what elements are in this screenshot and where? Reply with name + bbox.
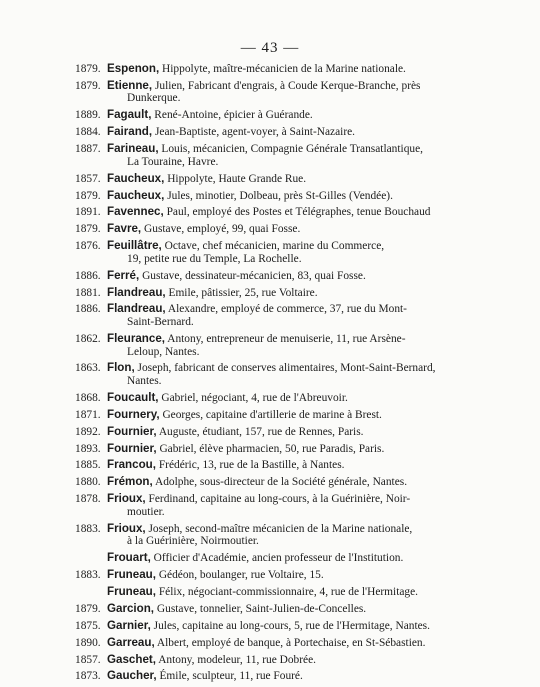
entry-continuation: à la Guérinière, Noirmoutier. bbox=[127, 535, 259, 548]
entry-year: 1884. bbox=[75, 126, 101, 139]
entry-text: Hippolyte, maître-mécanicien de la Marine nationale. bbox=[159, 63, 406, 75]
entry-year: 1879. bbox=[75, 189, 101, 202]
entry-year: 1857. bbox=[75, 172, 101, 185]
entry-first-line bbox=[107, 109, 313, 121]
list-item bbox=[75, 586, 470, 599]
entry-body bbox=[107, 459, 470, 472]
entry-continuation: La Touraine, Havre. bbox=[127, 155, 219, 168]
entry-body bbox=[107, 409, 470, 422]
entry-name: Gaucher, bbox=[107, 669, 157, 683]
entry-body bbox=[107, 493, 470, 518]
entry-name: Faucheux, bbox=[107, 188, 165, 202]
entry-year: 1887. bbox=[75, 143, 101, 156]
entry-name: Fournier, bbox=[107, 424, 157, 438]
entry-text: Auguste, étudiant, 157, rue de Rennes, Paris. bbox=[156, 425, 364, 438]
entry-first-line bbox=[107, 126, 355, 138]
entry-first-line bbox=[107, 426, 364, 438]
entry-continuation: Nantes. bbox=[127, 375, 162, 388]
entry-year: 1876. bbox=[75, 240, 101, 253]
entry-body bbox=[107, 190, 470, 203]
entry-year: 1893. bbox=[75, 442, 101, 455]
entry-text: Alexandre, employé de commerce, 37, rue du Mont- bbox=[165, 303, 407, 316]
entry-body bbox=[107, 109, 470, 122]
entry-body bbox=[107, 620, 470, 633]
entry-year: 1863. bbox=[75, 362, 101, 375]
entry-body bbox=[107, 443, 470, 456]
entry-year: 1871. bbox=[75, 408, 101, 421]
entry-text: Gédéon, boulanger, rue Voltaire, 15. bbox=[155, 569, 324, 582]
list-item bbox=[75, 143, 470, 168]
entry-first-line bbox=[107, 603, 366, 615]
entry-name: Flandreau, bbox=[107, 302, 166, 316]
entry-name: Frouart, bbox=[107, 551, 151, 565]
list-item bbox=[75, 523, 470, 548]
entry-body bbox=[107, 654, 470, 667]
list-item bbox=[75, 80, 470, 105]
entry-name: Faucheux, bbox=[107, 171, 165, 185]
list-item bbox=[75, 476, 470, 489]
entry-year: 1890. bbox=[75, 636, 101, 649]
entry-list bbox=[75, 63, 470, 687]
entry-name: Garcion, bbox=[107, 601, 155, 615]
entry-body bbox=[107, 523, 470, 548]
entry-body bbox=[107, 173, 470, 186]
entry-body bbox=[107, 603, 470, 616]
entry-text: Louis, mécanicien, Compagnie Générale Transatlantique, bbox=[158, 143, 423, 156]
list-item bbox=[75, 637, 470, 650]
list-item bbox=[75, 552, 470, 565]
entry-first-line bbox=[107, 459, 344, 471]
entry-name: Etienne, bbox=[107, 78, 153, 92]
entry-first-line bbox=[107, 476, 407, 488]
entry-year: 1879. bbox=[75, 63, 101, 75]
entry-text: Frédéric, 13, rue de la Bastille, à Nantes. bbox=[155, 459, 345, 472]
entry-year: 1889. bbox=[75, 109, 101, 122]
entry-body bbox=[107, 80, 470, 105]
entry-year: 1875. bbox=[75, 619, 101, 632]
entry-text: Antony, entrepreneur de menuiserie, 11, rue Arsène- bbox=[165, 332, 406, 345]
entry-name: Foucault, bbox=[107, 390, 159, 404]
entry-year: 1879. bbox=[75, 602, 101, 615]
entry-year: 1886. bbox=[75, 269, 101, 282]
entry-text: Gustave, tonnelier, Saint-Julien-de-Concelles. bbox=[154, 602, 367, 615]
entry-body bbox=[107, 206, 470, 219]
entry-first-line bbox=[107, 303, 407, 315]
entry-text: Gabriel, élève pharmacien, 50, rue Paradis, Paris. bbox=[156, 442, 385, 455]
entry-first-line bbox=[107, 206, 431, 218]
list-item bbox=[75, 670, 470, 683]
entry-first-line bbox=[107, 173, 306, 185]
list-item bbox=[75, 493, 470, 518]
entry-name: Frioux, bbox=[107, 492, 146, 506]
entry-name: Frioux, bbox=[107, 521, 146, 535]
entry-first-line bbox=[107, 362, 436, 374]
entry-first-line bbox=[107, 493, 410, 505]
entry-body bbox=[107, 63, 470, 76]
entry-text: Joseph, second-maître mécanicien de la Marine nationale, bbox=[145, 522, 413, 535]
entry-text: Gustave, employé, 99, quai Fosse. bbox=[141, 223, 301, 236]
entry-year: 1862. bbox=[75, 332, 101, 345]
entry-year: 1885. bbox=[75, 459, 101, 472]
entry-body bbox=[107, 287, 470, 300]
entry-body bbox=[107, 552, 470, 565]
entry-name: Fournery, bbox=[107, 407, 160, 421]
list-item bbox=[75, 459, 470, 472]
entry-year: 1879. bbox=[75, 79, 101, 92]
entry-first-line bbox=[107, 392, 348, 404]
entry-body bbox=[107, 240, 470, 265]
entry-name: Francou, bbox=[107, 458, 156, 472]
entry-body bbox=[107, 303, 470, 328]
entry-first-line bbox=[107, 443, 384, 455]
entry-text: Antony, modeleur, 11, rue Dobrée. bbox=[155, 653, 317, 666]
entry-body bbox=[107, 670, 470, 683]
list-item bbox=[75, 223, 470, 236]
entry-first-line bbox=[107, 523, 412, 535]
list-item bbox=[75, 240, 470, 265]
entry-body bbox=[107, 143, 470, 168]
entry-first-line bbox=[107, 569, 324, 581]
entry-year: 1857. bbox=[75, 653, 101, 666]
entry-first-line bbox=[107, 270, 366, 282]
entry-first-line bbox=[107, 63, 406, 75]
list-item bbox=[75, 303, 470, 328]
entry-year: 1883. bbox=[75, 569, 101, 582]
entry-name: Fournier, bbox=[107, 441, 157, 455]
list-item bbox=[75, 63, 470, 76]
entry-text: Paul, employé des Postes et Télégraphes, tenue Bouchaud bbox=[163, 206, 431, 219]
entry-text: Joseph, fabricant de conserves alimentaires, Mont-Saint-Bernard, bbox=[134, 362, 436, 375]
entry-text: Officier d'Académie, ancien professeur de l'Institution. bbox=[150, 552, 404, 565]
entry-text: Gustave, dessinateur-mécanicien, 83, quai Fosse. bbox=[139, 269, 366, 282]
entry-year: 1892. bbox=[75, 425, 101, 438]
page-number: — 43 — bbox=[240, 40, 300, 56]
entry-text: Émile, sculpteur, 11, rue Fouré. bbox=[156, 670, 303, 683]
entry-first-line bbox=[107, 287, 318, 299]
entry-name: Espenon, bbox=[107, 62, 160, 75]
entry-first-line bbox=[107, 143, 423, 155]
entry-year: 1881. bbox=[75, 286, 101, 299]
entry-text: René-Antoine, épicier à Guérande. bbox=[151, 109, 313, 122]
entry-name: Flandreau, bbox=[107, 285, 166, 299]
entry-first-line bbox=[107, 620, 430, 632]
entry-first-line bbox=[107, 586, 418, 598]
entry-name: Frémon, bbox=[107, 475, 153, 489]
entry-body bbox=[107, 362, 470, 387]
entry-name: Fruneau, bbox=[107, 568, 156, 582]
entry-text: Jean-Baptiste, agent-voyer, à Saint-Nazaire. bbox=[152, 126, 356, 139]
list-item bbox=[75, 426, 470, 439]
entry-first-line bbox=[107, 240, 384, 252]
entry-text: Georges, capitaine d'artillerie de marine à Brest. bbox=[159, 408, 382, 421]
entry-first-line bbox=[107, 552, 403, 564]
entry-body bbox=[107, 569, 470, 582]
entry-year: 1880. bbox=[75, 476, 101, 489]
entry-first-line bbox=[107, 190, 393, 202]
entry-name: Favre, bbox=[107, 222, 142, 236]
entry-first-line bbox=[107, 409, 382, 421]
entry-first-line bbox=[107, 670, 303, 682]
list-item bbox=[75, 173, 470, 186]
entry-first-line bbox=[107, 654, 316, 666]
entry-text: Ferdinand, capitaine au long-cours, à la Guérinière, Noir- bbox=[145, 493, 411, 506]
list-item bbox=[75, 620, 470, 633]
list-item bbox=[75, 569, 470, 582]
entry-year: 1873. bbox=[75, 670, 101, 683]
entry-body bbox=[107, 223, 470, 236]
entry-first-line bbox=[107, 223, 300, 235]
entry-name: Garnier, bbox=[107, 618, 151, 632]
entry-continuation: Saint-Bernard. bbox=[127, 316, 194, 329]
entry-year: 1868. bbox=[75, 391, 101, 404]
entry-text: Jules, minotier, Dolbeau, près St-Gilles (Vendée). bbox=[164, 189, 393, 202]
list-item bbox=[75, 333, 470, 358]
entry-name: Gaschet, bbox=[107, 652, 156, 666]
entry-continuation: moutier. bbox=[127, 505, 165, 518]
entry-text: Gabriel, négociant, 4, rue de l'Abreuvoir. bbox=[158, 391, 348, 404]
list-item bbox=[75, 392, 470, 405]
list-item bbox=[75, 270, 470, 283]
list-item bbox=[75, 443, 470, 456]
entry-name: Favennec, bbox=[107, 205, 164, 219]
entry-text: Hippolyte, Haute Grande Rue. bbox=[164, 172, 307, 185]
entry-year: 1886. bbox=[75, 303, 101, 316]
entry-year: 1878. bbox=[75, 493, 101, 506]
entry-text: Emile, pâtissier, 25, rue Voltaire. bbox=[165, 286, 318, 299]
list-item bbox=[75, 287, 470, 300]
entry-year: 1883. bbox=[75, 522, 101, 535]
list-item bbox=[75, 362, 470, 387]
entry-body bbox=[107, 333, 470, 358]
entry-continuation: Leloup, Nantes. bbox=[127, 345, 200, 358]
entry-text: Félix, négociant-commissionnaire, 4, rue de l'Hermitage. bbox=[155, 586, 419, 599]
entry-body bbox=[107, 270, 470, 283]
list-item bbox=[75, 409, 470, 422]
entry-name: Fleurance, bbox=[107, 331, 165, 345]
list-item bbox=[75, 206, 470, 219]
list-item bbox=[75, 603, 470, 616]
entry-year: 1879. bbox=[75, 223, 101, 236]
entry-text: Julien, Fabricant d'engrais, à Coude Kerque-Branche, près bbox=[152, 79, 421, 92]
entry-first-line bbox=[107, 80, 421, 92]
entry-year: 1891. bbox=[75, 206, 101, 219]
entry-first-line bbox=[107, 333, 406, 345]
entry-continuation: 19, petite rue du Temple, La Rochelle. bbox=[127, 252, 302, 265]
entry-text: Jules, capitaine au long-cours, 5, rue de l'Hermitage, Nantes. bbox=[150, 619, 430, 632]
entry-name: Feuillâtre, bbox=[107, 239, 162, 253]
entry-name: Garreau, bbox=[107, 635, 155, 649]
entry-first-line bbox=[107, 637, 425, 649]
list-item bbox=[75, 126, 470, 139]
entry-text: Albert, employé de banque, à Portechaise, en St-Sébastien. bbox=[154, 636, 426, 649]
entry-continuation: Dunkerque. bbox=[127, 92, 181, 105]
entry-name: Fruneau, bbox=[107, 585, 156, 599]
entry-name: Flon, bbox=[107, 361, 135, 375]
entry-body bbox=[107, 637, 470, 650]
entry-body bbox=[107, 586, 470, 599]
list-item bbox=[75, 654, 470, 667]
entry-body bbox=[107, 126, 470, 139]
entry-text: Octave, chef mécanicien, marine du Commerce, bbox=[161, 240, 385, 253]
entry-text: Adolphe, sous-directeur de la Société générale, Nantes. bbox=[152, 476, 408, 489]
list-item bbox=[75, 190, 470, 203]
list-item bbox=[75, 109, 470, 122]
entry-name: Fagault, bbox=[107, 108, 152, 122]
entry-name: Farineau, bbox=[107, 142, 159, 156]
entry-body bbox=[107, 476, 470, 489]
entry-name: Fairand, bbox=[107, 125, 153, 139]
entry-body bbox=[107, 392, 470, 405]
entry-body bbox=[107, 426, 470, 439]
entry-name: Ferré, bbox=[107, 268, 140, 282]
